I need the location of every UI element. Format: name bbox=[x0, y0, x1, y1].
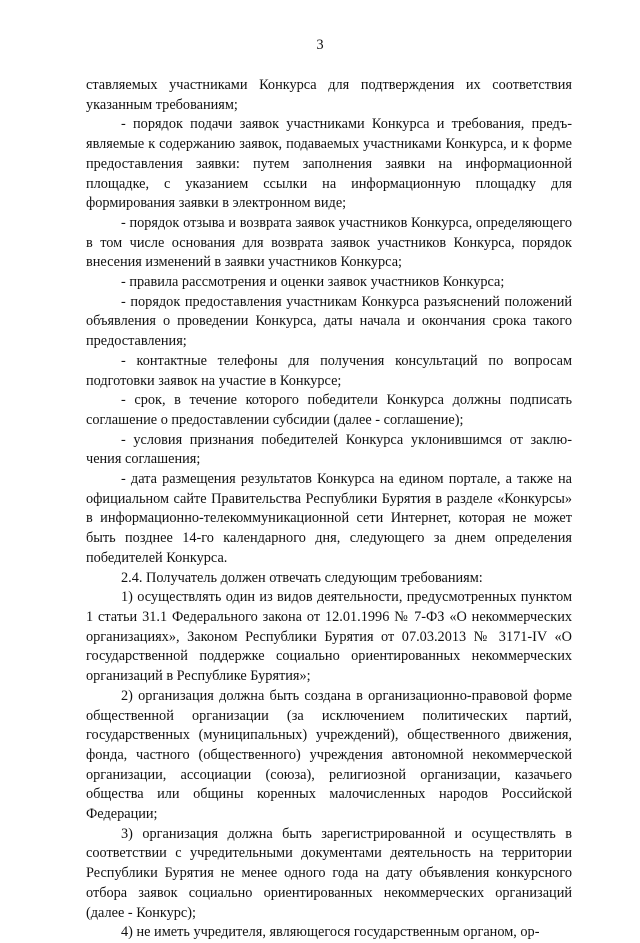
page-number: 3 bbox=[316, 37, 324, 53]
requirement-item-3: 3) организация должна быть зарегистрированной и осуществлять в соответствии с учредительными документами деятельность на территории Республики Бурятия не менее одного года на дату объявления конкурсного отбора заявок социально ориентированных некоммерческих организаций (далее - Конкурс); bbox=[86, 825, 572, 921]
section-heading-2-4: 2.4. Получатель должен отвечать следующим требованиям: bbox=[121, 569, 483, 586]
paragraph-withdrawal-order: - порядок отзыва и возврата заявок участников Конкурса, определяющего в том числе основания для возврата заявок участников Конкурса, порядок внесения изменений в заявки участников Конкурса; bbox=[86, 214, 572, 271]
requirement-item-4: 4) не иметь учредителя, являющегося государственным органом, ор- bbox=[121, 924, 540, 941]
paragraph-clarifications: - порядок предоставления участникам Конкурса разъяснений положений объявления о проведении Конкурса, даты начала и окончания срока такого предоставления; bbox=[86, 293, 572, 350]
paragraph-submission-order: - порядок подачи заявок участниками Конкурса и требования, предъявляемые к содержанию заявок, подаваемых участниками Конкурса, и к форме предоставления заявки: путем заполнения заявки на информационной площадке, с указанием ссылки на информационную площадку для формирования заявки в электронном виде; bbox=[86, 116, 572, 212]
paragraph-signing-deadline: - срок, в течение которого победители Конкурса должны подписать соглашение о предоставлении субсидии (далее - соглашение); bbox=[86, 392, 572, 428]
paragraph-continuation: ставляемых участниками Конкурса для подтверждения их соответствия указанным требованиям; bbox=[86, 77, 572, 113]
paragraph-evaluation-rules: - правила рассмотрения и оценки заявок участников Конкурса; bbox=[121, 274, 505, 291]
paragraph-evasion-conditions: - условия признания победителей Конкурса уклонившимся от заключения соглашения; bbox=[86, 431, 572, 468]
document-body bbox=[86, 76, 572, 943]
requirement-item-2: 2) организация должна быть создана в организационно-правовой форме общественной организации (за исключением политических партий, государственных (муниципальных) учреждений), общественного движения, фонда, частного (общественного) учреждения автономной некоммерческой организации, ассоциации (союза), религиозной организации, казачьего общества или общины коренных малочисленных народов Российской Федерации; bbox=[86, 687, 572, 823]
requirement-item-1: 1) осуществлять один из видов деятельности, предусмотренных пунктом 1 статьи 31.1 Федерального закона от 12.01.1996 № 7-ФЗ «О некоммерческих организациях», Законом Республики Бурятия от 07.03.2013 № 3171-IV «О государственной поддержке социально ориентированных некоммерческих организаций в Республике Бурятия»; bbox=[86, 589, 572, 685]
paragraph-results-publication: - дата размещения результатов Конкурса на едином портале, а также на официальном сайте Правительства Республики Бурятия в разделе «Конкурсы» в информационно-телекоммуникационной сети Интернет, которая не может быть позднее 14-го календарного дня, следующего за днем определения победителей Конкурса. bbox=[86, 471, 572, 566]
paragraph-contact-phones: - контактные телефоны для получения консультаций по вопросам подготовки заявок на участие в Конкурсе; bbox=[86, 352, 572, 389]
